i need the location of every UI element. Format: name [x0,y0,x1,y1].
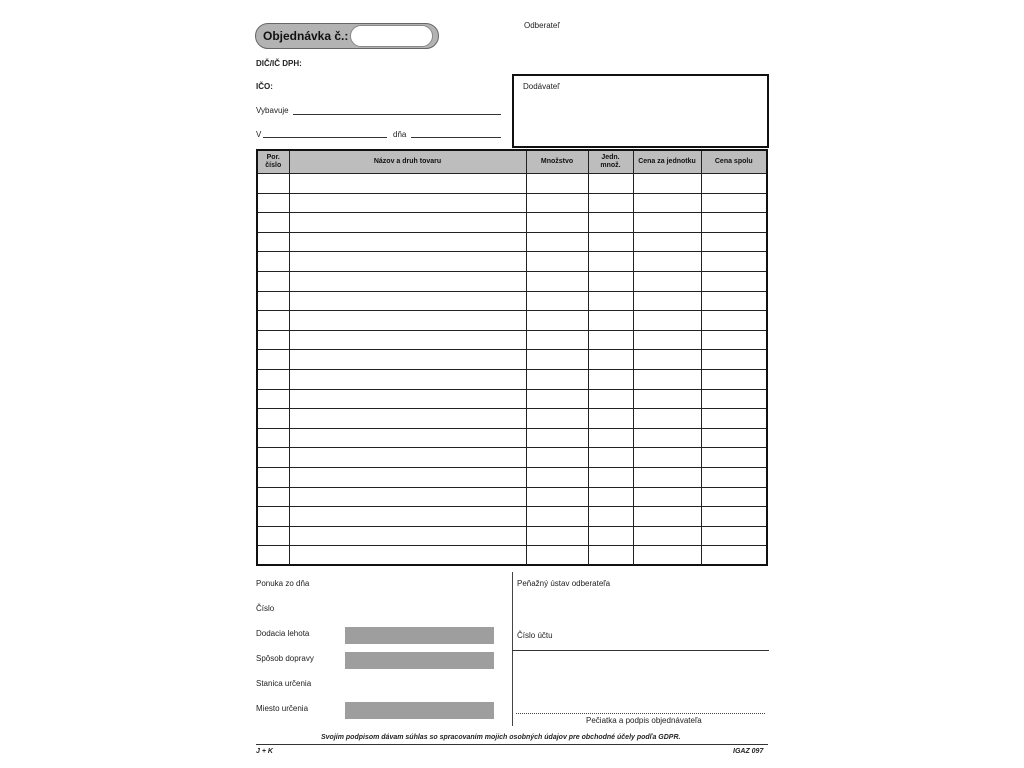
place-field[interactable] [263,137,387,138]
cell-unit[interactable] [588,409,633,429]
col-header-unit: Jedn. množ. [588,151,633,174]
cell-total-price[interactable] [701,487,766,507]
offer-date-label: Ponuka zo dňa [256,579,310,588]
cell-name[interactable] [289,369,526,389]
cell-quantity[interactable] [526,448,588,468]
cell-unit-price[interactable] [633,174,701,194]
cell-number[interactable] [258,350,289,370]
cell-name[interactable] [289,409,526,429]
cell-total-price[interactable] [701,350,766,370]
cell-quantity[interactable] [526,330,588,350]
cell-total-price[interactable] [701,526,766,546]
customer-label: Odberateľ [524,21,560,30]
footer-left-code: J + K [256,748,273,755]
cell-unit-price[interactable] [633,409,701,429]
cell-total-price[interactable] [701,252,766,272]
table-row [258,369,766,389]
cell-unit[interactable] [588,546,633,565]
col-header-unit-price: Cena za jednotku [633,151,701,174]
cell-unit[interactable] [588,526,633,546]
cell-total-price[interactable] [701,232,766,252]
cell-unit[interactable] [588,448,633,468]
date-field[interactable] [411,137,501,138]
cell-number[interactable] [258,409,289,429]
cell-name[interactable] [289,174,526,194]
cell-quantity[interactable] [526,487,588,507]
table-row [258,311,766,331]
cell-total-price[interactable] [701,467,766,487]
cell-number[interactable] [258,389,289,409]
cell-number[interactable] [258,428,289,448]
cell-total-price[interactable] [701,369,766,389]
cell-quantity[interactable] [526,526,588,546]
bank-label: Peňažný ústav odberateľa [517,579,611,588]
cell-unit[interactable] [588,467,633,487]
signature-line[interactable] [516,713,765,714]
cell-name[interactable] [289,213,526,233]
cell-number[interactable] [258,271,289,291]
cell-unit[interactable] [588,330,633,350]
cell-unit-price[interactable] [633,271,701,291]
transport-label: Spôsob dopravy [256,654,314,663]
cell-unit[interactable] [588,174,633,194]
table-row [258,193,766,213]
cell-total-price[interactable] [701,546,766,565]
cell-unit[interactable] [588,213,633,233]
cell-unit[interactable] [588,291,633,311]
table-row [258,271,766,291]
cell-total-price[interactable] [701,174,766,194]
cell-unit-price[interactable] [633,213,701,233]
table-row [258,487,766,507]
cell-unit[interactable] [588,193,633,213]
cell-unit[interactable] [588,271,633,291]
destination-label: Miesto určenia [256,704,309,713]
cell-name[interactable] [289,291,526,311]
table-row [258,350,766,370]
cell-name[interactable] [289,546,526,565]
cell-unit-price[interactable] [633,389,701,409]
cell-name[interactable] [289,428,526,448]
cell-quantity[interactable] [526,467,588,487]
place-label: V [256,130,262,139]
cell-unit[interactable] [588,350,633,370]
cell-name[interactable] [289,193,526,213]
ico-label: IČO: [256,82,273,91]
cell-number[interactable] [258,526,289,546]
cell-name[interactable] [289,252,526,272]
destination-field[interactable] [345,702,494,719]
handled-by-label: Vybavuje [256,106,289,115]
cell-name[interactable] [289,232,526,252]
cell-unit-price[interactable] [633,369,701,389]
cell-unit[interactable] [588,252,633,272]
order-number-label: Objednávka č.: [263,29,349,43]
cell-number[interactable] [258,448,289,468]
cell-name[interactable] [289,448,526,468]
vat-id-label: DIČ/IČ DPH: [256,59,302,68]
cell-number[interactable] [258,213,289,233]
footer-line [256,744,768,745]
col-header-name: Názov a druh tovaru [289,151,526,174]
cell-unit-price[interactable] [633,487,701,507]
col-header-quantity: Množstvo [526,151,588,174]
col-header-total-price: Cena spolu [701,151,766,174]
cell-total-price[interactable] [701,448,766,468]
cell-name[interactable] [289,311,526,331]
cell-total-price[interactable] [701,330,766,350]
cell-unit[interactable] [588,311,633,331]
cell-total-price[interactable] [701,193,766,213]
account-number-label: Číslo účtu [517,631,553,640]
cell-number[interactable] [258,193,289,213]
number-label: Číslo [256,604,275,613]
cell-unit-price[interactable] [633,193,701,213]
table-row [258,467,766,487]
cell-number[interactable] [258,252,289,272]
cell-unit-price[interactable] [633,252,701,272]
table-row [258,409,766,429]
table-row [258,428,766,448]
cell-quantity[interactable] [526,252,588,272]
cell-unit-price[interactable] [633,526,701,546]
cell-number[interactable] [258,291,289,311]
cell-quantity[interactable] [526,428,588,448]
cell-quantity[interactable] [526,546,588,565]
cell-unit-price[interactable] [633,507,701,527]
cell-unit-price[interactable] [633,448,701,468]
stamp-signature-label: Pečiatka a podpis objednávateľa [586,716,702,725]
table-row [258,448,766,468]
cell-total-price[interactable] [701,291,766,311]
items-table [256,149,768,566]
form-code: IGAZ 097 [733,748,764,755]
cell-quantity[interactable] [526,213,588,233]
date-label: dňa [393,130,407,139]
cell-unit-price[interactable] [633,546,701,565]
cell-unit-price[interactable] [633,350,701,370]
cell-unit-price[interactable] [633,232,701,252]
cell-unit[interactable] [588,507,633,527]
cell-unit[interactable] [588,232,633,252]
cell-number[interactable] [258,232,289,252]
cell-unit[interactable] [588,487,633,507]
cell-name[interactable] [289,350,526,370]
bottom-divider-horizontal [512,650,769,651]
delivery-term-label: Dodacia lehota [256,629,310,638]
cell-quantity[interactable] [526,174,588,194]
cell-total-price[interactable] [701,409,766,429]
cell-name[interactable] [289,271,526,291]
cell-total-price[interactable] [701,389,766,409]
cell-unit-price[interactable] [633,330,701,350]
delivery-term-field[interactable] [345,627,494,644]
cell-quantity[interactable] [526,389,588,409]
handled-by-field[interactable] [293,114,501,115]
cell-name[interactable] [289,507,526,527]
col-header-number: Por. číslo [258,151,289,174]
cell-name[interactable] [289,389,526,409]
cell-quantity[interactable] [526,507,588,527]
cell-total-price[interactable] [701,507,766,527]
cell-name[interactable] [289,526,526,546]
table-row [258,291,766,311]
cell-quantity[interactable] [526,409,588,429]
cell-unit-price[interactable] [633,467,701,487]
supplier-label: Dodávateľ [523,82,560,91]
cell-name[interactable] [289,487,526,507]
gdpr-consent-text: Svojím podpisom dávam súhlas so spracovaním mojich osobných údajov pre obchodné účely podľa GDPR. [321,734,681,741]
table-row [258,252,766,272]
cell-number[interactable] [258,487,289,507]
cell-number[interactable] [258,546,289,565]
cell-number[interactable] [258,369,289,389]
cell-total-price[interactable] [701,213,766,233]
table-row [258,546,766,565]
cell-number[interactable] [258,507,289,527]
table-row [258,507,766,527]
cell-unit[interactable] [588,389,633,409]
cell-quantity[interactable] [526,232,588,252]
bottom-divider-vertical [512,572,513,726]
cell-quantity[interactable] [526,350,588,370]
cell-name[interactable] [289,467,526,487]
cell-total-price[interactable] [701,271,766,291]
cell-number[interactable] [258,311,289,331]
station-label: Stanica určenia [256,679,312,688]
cell-unit[interactable] [588,428,633,448]
cell-quantity[interactable] [526,291,588,311]
transport-field[interactable] [345,652,494,669]
cell-quantity[interactable] [526,311,588,331]
cell-number[interactable] [258,467,289,487]
cell-unit[interactable] [588,369,633,389]
cell-number[interactable] [258,330,289,350]
cell-total-price[interactable] [701,428,766,448]
table-row [258,232,766,252]
order-number-field[interactable] [350,25,433,47]
cell-unit-price[interactable] [633,311,701,331]
cell-unit-price[interactable] [633,291,701,311]
cell-unit-price[interactable] [633,428,701,448]
cell-name[interactable] [289,330,526,350]
cell-quantity[interactable] [526,369,588,389]
table-row [258,526,766,546]
cell-quantity[interactable] [526,271,588,291]
table-row [258,213,766,233]
cell-total-price[interactable] [701,311,766,331]
table-row [258,174,766,194]
cell-number[interactable] [258,174,289,194]
table-row [258,330,766,350]
cell-quantity[interactable] [526,193,588,213]
items-table-header [258,151,766,174]
table-row [258,389,766,409]
